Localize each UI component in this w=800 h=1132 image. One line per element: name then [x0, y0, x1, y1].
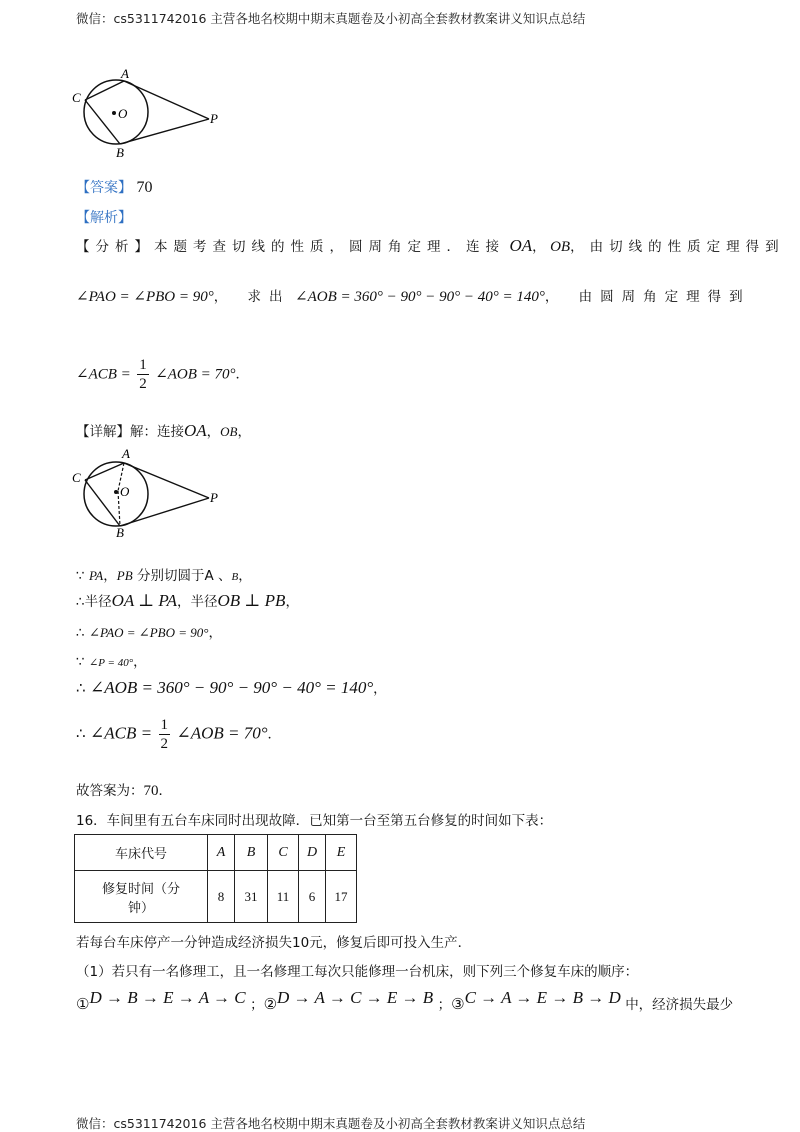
final-text: 故答案为：	[76, 783, 144, 799]
step6-end: ．	[267, 726, 282, 743]
analysis-text-1: 【分析】本题考查切线的性质，圆周角定理．连接	[76, 239, 505, 255]
label-a: A	[122, 446, 130, 461]
detail-end: ，	[237, 424, 252, 440]
label-a: A	[121, 66, 129, 81]
answer-value: 70	[136, 179, 153, 196]
option-2-mark: ②	[263, 995, 278, 1013]
table-cell-time: 31	[235, 871, 268, 923]
step6-acb: ∠ACB =	[90, 723, 153, 743]
analysis-suffix: ， 由圆周角定理得到	[544, 289, 751, 305]
therefore-symbol: ∴	[76, 679, 86, 697]
step2-text2: ，半径	[177, 594, 218, 610]
analysis-oa: OA	[509, 236, 533, 255]
detail-tag: 【详解】	[76, 424, 130, 440]
step2-end: ，	[285, 594, 299, 610]
detail-step-5	[76, 677, 387, 698]
label-o: O	[120, 484, 130, 499]
table-row	[75, 871, 357, 923]
table-cell-time: 11	[268, 871, 299, 923]
table-header-time	[75, 871, 208, 923]
detail-step-1	[76, 564, 252, 584]
analysis-eq-1: ∠PAO = ∠PBO = 90°	[76, 289, 214, 305]
final-answer-line	[76, 779, 172, 800]
analysis-ob: OB	[550, 239, 571, 255]
final-end: ．	[158, 783, 172, 799]
time-header-line2: 钟）	[127, 900, 154, 916]
step3-end: ，	[208, 625, 222, 641]
frac-den: 2	[139, 376, 147, 392]
table-cell-time: 8	[208, 871, 235, 923]
option-sep: ；	[250, 997, 264, 1013]
analysis-aob: ∠AOB = 70°	[155, 366, 236, 383]
label-b: B	[116, 145, 124, 160]
step6-fraction	[159, 716, 171, 753]
detail-intro-line	[76, 420, 251, 441]
step1-text: 分别切圆于A 、	[132, 568, 232, 584]
step1-end: ，	[238, 568, 252, 584]
table-row	[75, 835, 357, 871]
step4-end: ，	[133, 654, 147, 670]
answer-tag: 【答案】	[76, 180, 132, 196]
detail-step-6	[76, 716, 281, 753]
step5-end: ，	[373, 681, 387, 697]
step1-pb: PB	[116, 568, 133, 583]
repair-time-table	[74, 834, 357, 923]
table-cell-code: E	[326, 835, 357, 871]
analysis-end: ．	[235, 366, 250, 383]
final-value: 70	[143, 783, 159, 799]
label-p: P	[210, 490, 218, 505]
analysis-line-3	[76, 356, 249, 393]
step5-eq: ∠AOB = 360° − 90° − 90° − 40° = 140°	[90, 678, 374, 697]
detail-ob: OB	[220, 424, 238, 439]
option-1-mark: ①	[76, 995, 90, 1013]
detail-step-3	[76, 621, 222, 641]
step1-sep: ，	[103, 568, 117, 584]
circle-tangent-figure	[66, 64, 226, 160]
step6-aob: ∠AOB = 70°	[176, 723, 268, 743]
label-c: C	[72, 470, 81, 485]
step4-eq: ∠P = 40°	[89, 657, 134, 669]
label-o: O	[118, 106, 128, 121]
frac-den: 2	[160, 736, 169, 752]
detail-step-2	[76, 590, 299, 611]
analysis-acb: ∠ACB =	[76, 366, 131, 383]
option-sep: ；	[437, 997, 452, 1013]
circle-tangent-figure-detail	[66, 446, 226, 542]
step2-eq1: OA ⊥ PA	[111, 591, 178, 610]
page-header: 微信：cs5311742016 主营各地名校期中期末真题卷及小初高全套教材教案讲义知识点总结	[76, 11, 586, 26]
table-cell-code: A	[208, 835, 235, 871]
label-c: C	[72, 90, 81, 105]
table-cell-code: C	[268, 835, 299, 871]
because-symbol: ∵	[76, 654, 85, 670]
q16-part1: （1）若只有一名修理工，且一名修理工每次只能修理一台机床，则下列三个修复车床的顺序：	[76, 964, 639, 980]
because-symbol: ∵	[76, 568, 85, 584]
frac-num: 1	[139, 357, 147, 373]
table-cell-code: D	[299, 835, 326, 871]
step1-pa: PA	[89, 568, 104, 583]
page-footer: 微信：cs5311742016 主营各地名校期中期末真题卷及小初高全套教材教案讲义知识点总结	[76, 1116, 586, 1131]
option-2: D → A → C → E → B	[277, 988, 434, 1007]
therefore-symbol: ∴	[76, 724, 86, 743]
analysis-fraction	[137, 356, 149, 393]
detail-sep: ，	[206, 424, 221, 440]
analysis-tag: 【解析】	[76, 210, 132, 226]
step3-eq: ∠PAO = ∠PBO = 90°	[89, 625, 209, 640]
table-header-code: 车床代号	[75, 835, 208, 871]
table-cell-time: 17	[326, 871, 357, 923]
answer-line	[76, 177, 152, 197]
detail-intro: 解：连接	[130, 424, 184, 440]
label-b: B	[116, 525, 124, 540]
analysis-line-2	[76, 285, 751, 306]
analysis-text-2: ，由切线的性质定理得到	[570, 239, 785, 255]
option-1: D → B → E → A → C	[89, 988, 246, 1007]
analysis-line-1	[76, 235, 785, 256]
table-cell-time: 6	[299, 871, 326, 923]
table-cell-code: B	[235, 835, 268, 871]
option-tail: 中，经济损失最少	[625, 997, 734, 1013]
q16-note: 若每台车床停产一分钟造成经济损失10元，修复后即可投入生产．	[76, 935, 472, 951]
analysis-tag-line	[76, 207, 132, 227]
step2-text1: 半径	[84, 594, 112, 610]
option-3-mark: ③	[451, 995, 465, 1013]
q16-options	[76, 988, 733, 1013]
analysis-mid: ， 求出	[213, 289, 291, 305]
analysis-sep: ，	[532, 239, 546, 255]
label-p: P	[210, 111, 218, 126]
frac-num: 1	[160, 717, 169, 733]
analysis-eq-2: ∠AOB = 360° − 90° − 90° − 40° = 140°	[295, 289, 545, 305]
step2-eq2: OB ⊥ PB	[217, 591, 286, 610]
detail-step-4	[76, 650, 147, 670]
q16-stem: 16．车间里有五台车床同时出现故障．已知第一台至第五台修复的时间如下表：	[76, 813, 553, 829]
step1-b: B	[231, 571, 239, 583]
detail-oa: OA	[184, 421, 207, 440]
time-header-line1: 修复时间（分	[101, 881, 180, 897]
therefore-symbol: ∴	[76, 625, 85, 641]
option-3: C → A → E → B → D	[464, 988, 621, 1007]
therefore-symbol: ∴	[76, 594, 85, 610]
